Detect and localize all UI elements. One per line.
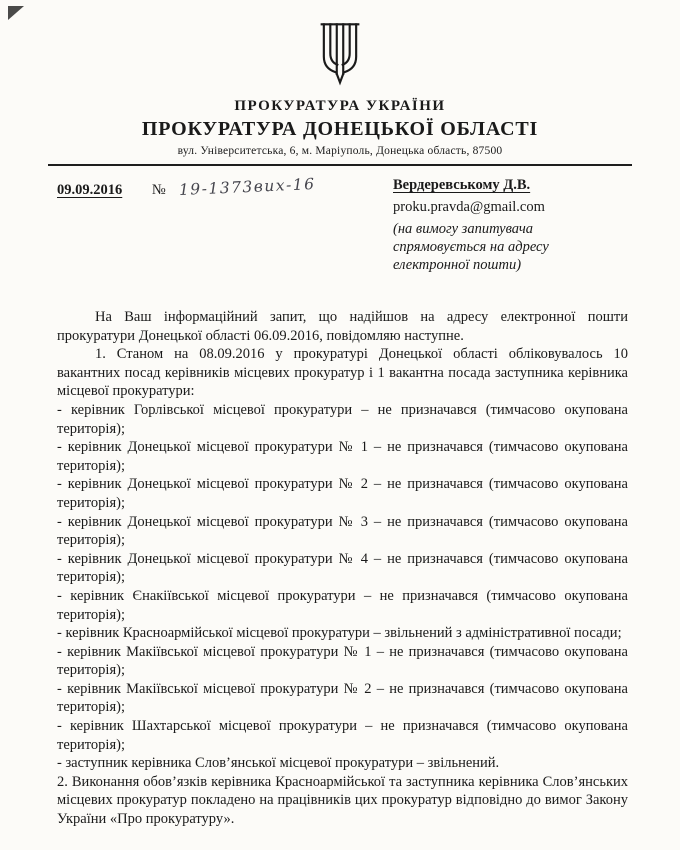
trident-emblem-icon — [0, 20, 680, 90]
number-sign: № — [151, 182, 166, 198]
vacancy-list-item: - керівник Горлівської місцевої прокуратури – не призначався (тимчасово окупована територія); — [57, 401, 628, 437]
vacancy-list-item: - заступник керівника Слов’янської місцевої прокуратури – звільнений. — [57, 755, 500, 772]
vacancy-list-item: - керівник Донецької місцевої прокуратури № 4 – не призначався (тимчасово окупована територія); — [57, 550, 628, 586]
letter-body — [0, 308, 680, 829]
vacancy-list-item: - керівник Донецької місцевої прокуратури № 3 – не призначався (тимчасово окупована територія); — [57, 513, 628, 549]
recipient-name: Вердеревському Д.В. — [393, 177, 531, 193]
paragraph-point-2: 2. Виконання обов’язків керівника Красноармійської та заступника керівника Слов’янських місцевих прокуратур покладено на працівників цих прокуратур відповідно до вимог Закону України «Про прокуратуру». — [57, 773, 628, 828]
vacancy-list-item: - керівник Макіївської місцевої прокуратури № 2 – не призначався (тимчасово окупована територія); — [57, 680, 628, 716]
delivery-note — [393, 220, 628, 274]
vacancy-list-item: - керівник Єнакіївської місцевої прокуратури – не призначався (тимчасово окупована територія); — [57, 587, 628, 623]
delivery-note-line: (на вимогу запитувача — [393, 221, 534, 237]
delivery-note-line: електронної пошти) — [393, 257, 522, 273]
vacancy-list-item: - керівник Красноармійської місцевої прокуратури – звільнений з адміністративної посади; — [57, 625, 622, 642]
handwritten-outgoing-number: 19-1373вих-16 — [178, 175, 317, 199]
vacancy-list-item: - керівник Донецької місцевої прокуратури № 2 – не призначався (тимчасово окупована територія); — [57, 476, 628, 511]
paragraph-point-1: 1. Станом на 08.09.2016 у прокуратурі Донецької області обліковувалось 10 вакантних посад керівників місцевих прокуратур і 1 вакантна посада заступника керівника місцевої прокуратури: — [57, 346, 628, 400]
recipient-block — [393, 176, 628, 274]
org-address: вул. Університетська, 6, м. Маріуполь, Донецька область, 87500 — [177, 145, 503, 157]
paragraph-intro: На Ваш інформаційний запит, що надійшов на адресу електронної пошти прокуратури Донецької області 06.09.2016, повідомляю наступне. — [57, 309, 628, 344]
delivery-note-line: спрямовується на адресу — [393, 239, 549, 255]
recipient-email: proku.pravda@gmail.com — [393, 199, 545, 215]
org-country-title: ПРОКУРАТУРА УКРАЇНИ — [234, 98, 446, 114]
scan-artifact — [8, 6, 24, 20]
letterhead — [0, 0, 680, 166]
org-name-title: ПРОКУРАТУРА ДОНЕЦЬКОЇ ОБЛАСТІ — [141, 118, 539, 140]
outgoing-reference — [57, 176, 393, 274]
vacancy-list-item: - керівник Шахтарської місцевої прокуратури – не призначався (тимчасово окупована територія); — [57, 718, 628, 753]
meta-block — [0, 166, 680, 274]
vacancy-list-item: - керівник Донецької місцевої прокуратури № 1 – не призначався (тимчасово окупована територія); — [57, 439, 628, 474]
vacancy-list-item: - керівник Макіївської місцевої прокуратури № 1 – не призначався (тимчасово окупована територія); — [57, 643, 628, 679]
letter-date: 09.09.2016 — [57, 182, 123, 198]
